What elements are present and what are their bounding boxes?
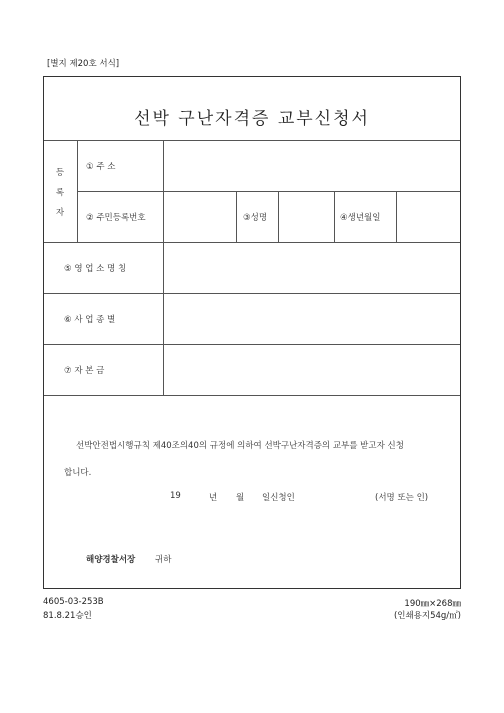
paper-size: 190㎜×268㎜ — [404, 599, 461, 609]
id-number-label: ② 주민등록번호 — [86, 213, 146, 223]
divider — [77, 140, 78, 242]
divider — [278, 191, 279, 242]
approval-date: 81.8.21승인 — [43, 611, 92, 621]
capital-label: ⑦ 자 본 금 — [64, 366, 105, 376]
recipient: 해양경찰서장 — [86, 555, 136, 565]
divider — [396, 191, 397, 242]
divider — [44, 140, 460, 141]
name-label: ③성명 — [243, 213, 268, 223]
application-form — [43, 76, 461, 589]
business-type-label: ⑥ 사 업 종 별 — [64, 315, 116, 325]
paper-weight: (인쇄용지54g/㎡) — [393, 611, 461, 621]
divider — [44, 395, 460, 396]
date-month-unit: 월 — [236, 493, 245, 503]
date-day-applicant: 일신청인 — [262, 493, 295, 503]
divider — [163, 140, 164, 395]
statement-line-1: 선박안전법시행규칙 제40조의40의 규정에 의하여 선박구난자격증의 교부를 받고자 신청 — [76, 441, 404, 451]
date-year: 19 — [170, 491, 181, 501]
signature-label: (서명 또는 인) — [375, 493, 429, 503]
divider — [44, 242, 460, 243]
divider — [44, 344, 460, 345]
form-reference: [별지 제20호 서식] — [47, 59, 120, 69]
business-name-label: ⑤ 영 업 소 명 칭 — [64, 264, 127, 274]
divider — [334, 191, 335, 242]
divider — [236, 191, 237, 242]
birth-date-label: ④생년월일 — [340, 213, 381, 223]
divider — [77, 191, 460, 192]
address-label: ① 주 소 — [86, 162, 116, 172]
divider — [44, 293, 460, 294]
form-title: 선박 구난자격증 교부신청서 — [134, 109, 370, 129]
statement-line-2: 합니다. — [64, 468, 92, 478]
form-code: 4605-03-253B — [43, 597, 104, 607]
date-year-unit: 년 — [209, 493, 218, 503]
recipient-suffix: 귀하 — [155, 555, 172, 565]
applicant-group-label: 등 록 자 — [55, 168, 65, 218]
